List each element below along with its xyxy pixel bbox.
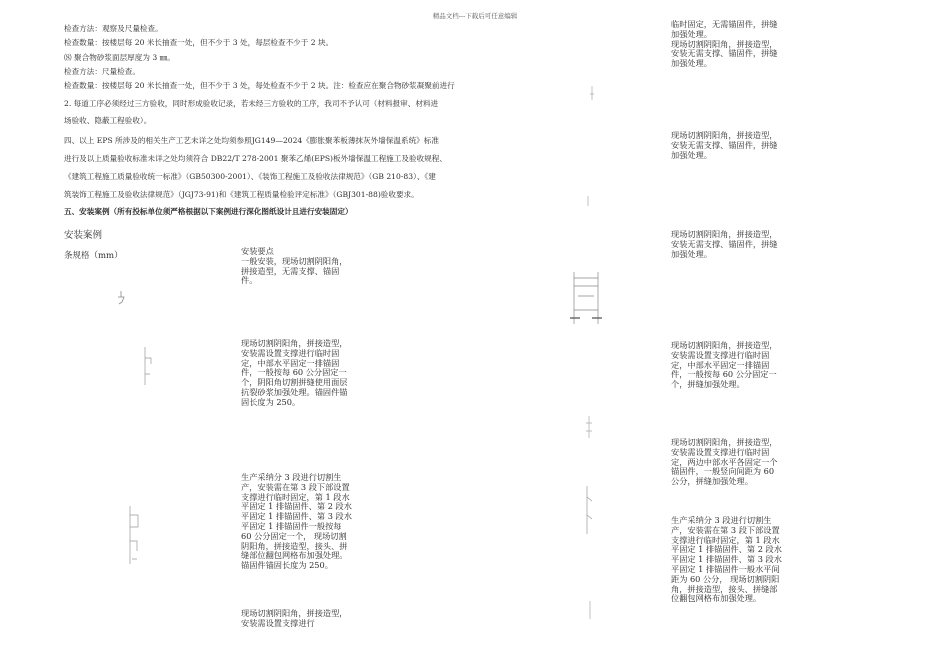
install-note-5: 临时固定，无需锚固件，拼缝加强处理。 现场切割阴阳角，拼接造型，安装无需支撑、锚固件，拼缝加强处理。 (671, 19, 778, 69)
paragraph: ⑻ 聚合物砂浆面层厚度为 3 ㎜。 (64, 53, 175, 62)
page-header: 精品文档---下载后可任意编辑 (432, 12, 518, 20)
profile-sketch-5 (584, 195, 592, 207)
spec-label: 条规格（mm） (64, 251, 123, 261)
paragraph: 《建筑工程施工质量验收统一标准》（GB50300-2001）、《装饰工程施工及验收法律规范》（GB 210-83）、《建 (64, 172, 436, 181)
profile-sketch-4 (588, 85, 596, 101)
profile-sketch-6 (566, 270, 606, 326)
install-note-6: 现场切割阴阳角，拼接造型，安装无需支撑、锚固件，拼缝加强处理。 (671, 130, 778, 160)
install-note-7: 现场切割阴阳角，拼接造型，安装无需支撑、锚固件，拼缝加强处理。 (671, 229, 778, 259)
paragraph: 进行及以上质量验收标准未详之处均须符合 DB22/T 278-2001 聚苯乙烯(EPS)板外墙保温工程施工及验收规程、 (64, 154, 447, 163)
profile-sketch-8 (582, 485, 594, 535)
paragraph: 检查方法：尺量检查。 (64, 67, 140, 76)
profile-sketch-3 (126, 505, 142, 565)
paragraph: 检查方法：观察及尺量检查。 (64, 24, 163, 33)
install-note-4: 现场切割阴阳角，拼接造型，安装需设置支撑进行 (241, 608, 348, 628)
paragraph: 检查数量：按楼层每 20 米长抽查一处，但不少于 3 处，每层检查不少于 2 块。 (64, 38, 334, 47)
profile-sketch-7 (584, 415, 594, 439)
install-note-2: 现场切割阴阳角，拼接造型，安装需设置支撑进行临时固定，中部水平固定一排锚固件，一般按每 60 公分固定一个，阴阳角切割拼缝使用面层抗裂砂浆加强处理。锚固件锚固长度为 250。 (241, 338, 348, 407)
profile-sketch-9 (586, 600, 594, 620)
section-title: 安装案例 (64, 230, 103, 241)
paragraph: 2. 每道工序必须经过三方验收，同时形成验收记录，若未经三方验收的工序，我司不予认可（材料报审、材料进 (64, 99, 439, 108)
install-note-10: 生产采纳分 3 段进行切割生产，安装需在第 3 段下部设置支撑进行临时固定，第 1 段水平固定 1 排锚固件、第 2 段水平固定 1 排锚固件、第 3 段水平固定 1 排锚固件一般水平间距为 60 公分， 现场切割阴阳角，拼接造型，接头、拼缝部位翻包网格布加强处理。 (671, 515, 782, 604)
profile-sketch-2 (141, 346, 155, 386)
install-note-1: 安装要点 一般安装，现场切割阴阳角，拼接造型，无需支撑、锚固件。 (241, 246, 348, 286)
section-heading: 五、安装案例（所有投标单位须严格根据以下案例进行深化图纸设计且进行安装固定） (64, 207, 353, 216)
paragraph: 检查数量：按楼层每 20 米长抽查一处，但不少于 3 处，每处检查不少于 2 块。注：检查应在聚合物砂浆凝聚前进行 (64, 81, 455, 90)
paragraph: 筑装饰工程施工及验收法律规范》（JGJ73-91)和《建筑工程质量检验评定标准》（GBJ301-88)验收要求。 (64, 190, 419, 199)
paragraph: 场验收、隐蔽工程验收）。 (64, 116, 152, 125)
install-note-9: 现场切割阴阳角，拼接造型，安装需设置支撑进行临时固定，两边中部水平各固定一个锚固件，一般竖向间距为 60 公分，拼缝加强处理。 (671, 437, 778, 487)
profile-sketch-1 (115, 290, 127, 306)
paragraph: 四、以上 EPS 所涉及的相关生产工艺未详之处均须参照JG149—2024《膨胀聚苯板薄抹灰外墙保温系统》标准 (64, 136, 439, 145)
install-note-3: 生产采纳分 3 段进行切割生产，安装需在第 3 段下部设置支撑进行临时固定，第 1 段水平固定 1 排锚固件、第 2 段水平固定 1 排锚固件、第 3 段水平固定 1 排锚固件一般按每 60 公分固定一个， 现场切割阴阳角，拼接造型，接头、拼缝部位翻包网格布加强处理。锚固件锚固长度为 250。 (241, 472, 352, 571)
install-note-8: 现场切割阴阳角，拼接造型，安装需设置支撑进行临时固定，中部水平固定一排锚固件，一般按每 60 公分固定一个，拼缝加强处理。 (671, 340, 778, 390)
